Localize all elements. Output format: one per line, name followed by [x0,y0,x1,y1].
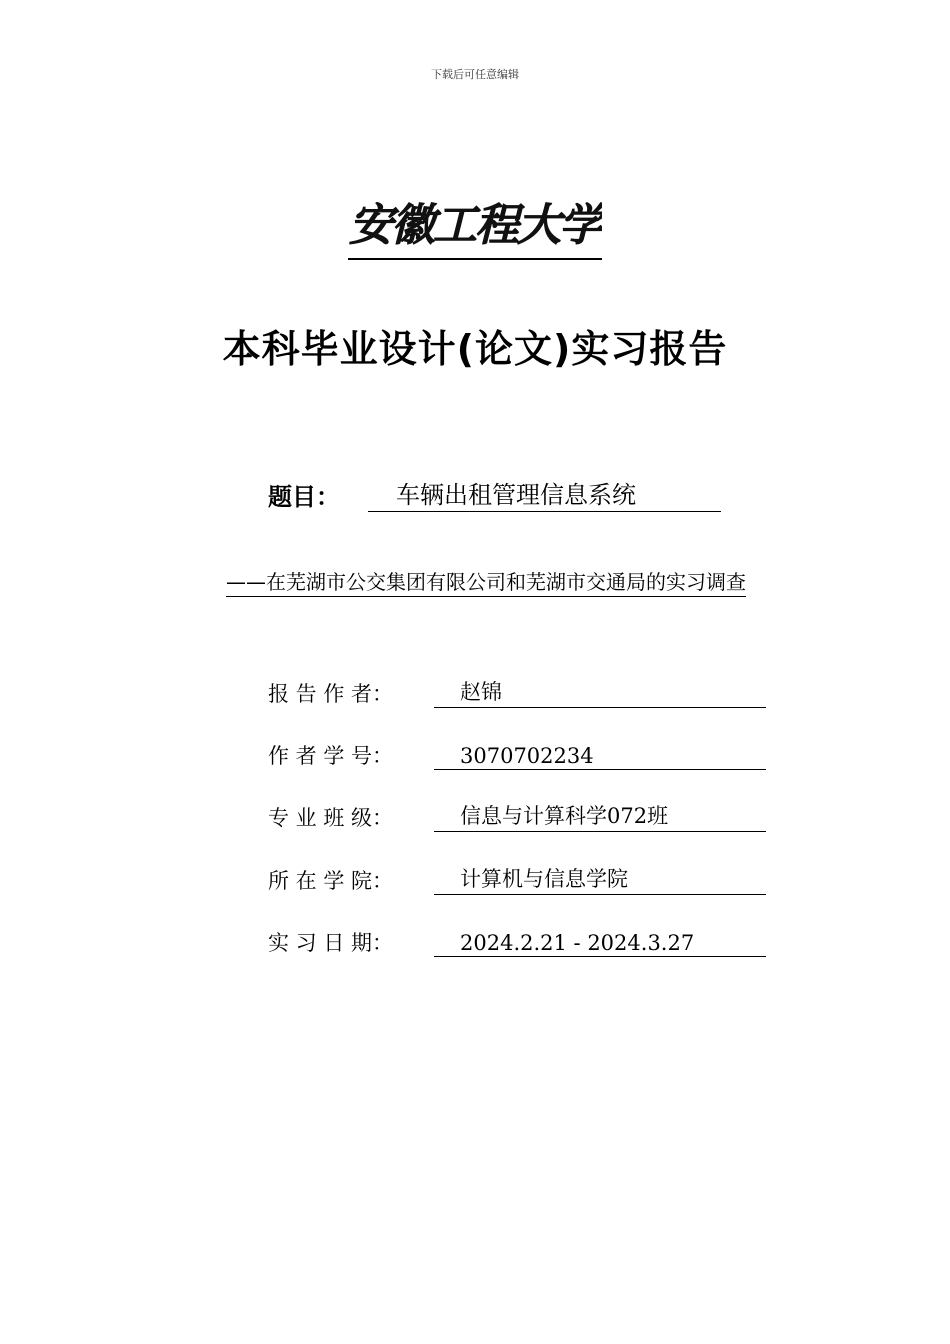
info-row-dates [268,925,766,957]
info-row-college [268,863,766,895]
topic-value: 车辆出租管理信息系统 [368,475,721,512]
topic-label: 题目： [268,483,340,511]
info-row-class [268,800,766,832]
info-value: 赵锦 [434,676,766,708]
svg-text:安徽工程大学: 安徽工程大学 [349,200,601,251]
info-value: 2024.2.21 - 2024.3.27 [434,931,766,957]
report-title: 本科毕业设计(论文)实习报告 [222,327,728,371]
info-value: 计算机与信息学院 [434,863,766,895]
university-calligraphy-logo [348,192,602,260]
header-note: 下载后可任意编辑 [431,68,519,81]
info-row-student-id [268,738,766,770]
info-label: 报 告 作 者： [268,682,394,706]
info-row-author [268,676,766,708]
topic-row [268,476,721,512]
info-label: 实 习 日 期： [268,931,394,955]
info-label: 作 者 学 号： [268,744,394,768]
info-value: 3070702234 [434,744,766,770]
info-value: 信息与计算科学072班 [434,800,766,832]
report-subtitle: ——在芜湖市公交集团有限公司和芜湖市交通局的实习调查 [226,566,746,597]
info-label: 所 在 学 院： [268,869,394,893]
info-label: 专 业 班 级： [268,806,394,830]
